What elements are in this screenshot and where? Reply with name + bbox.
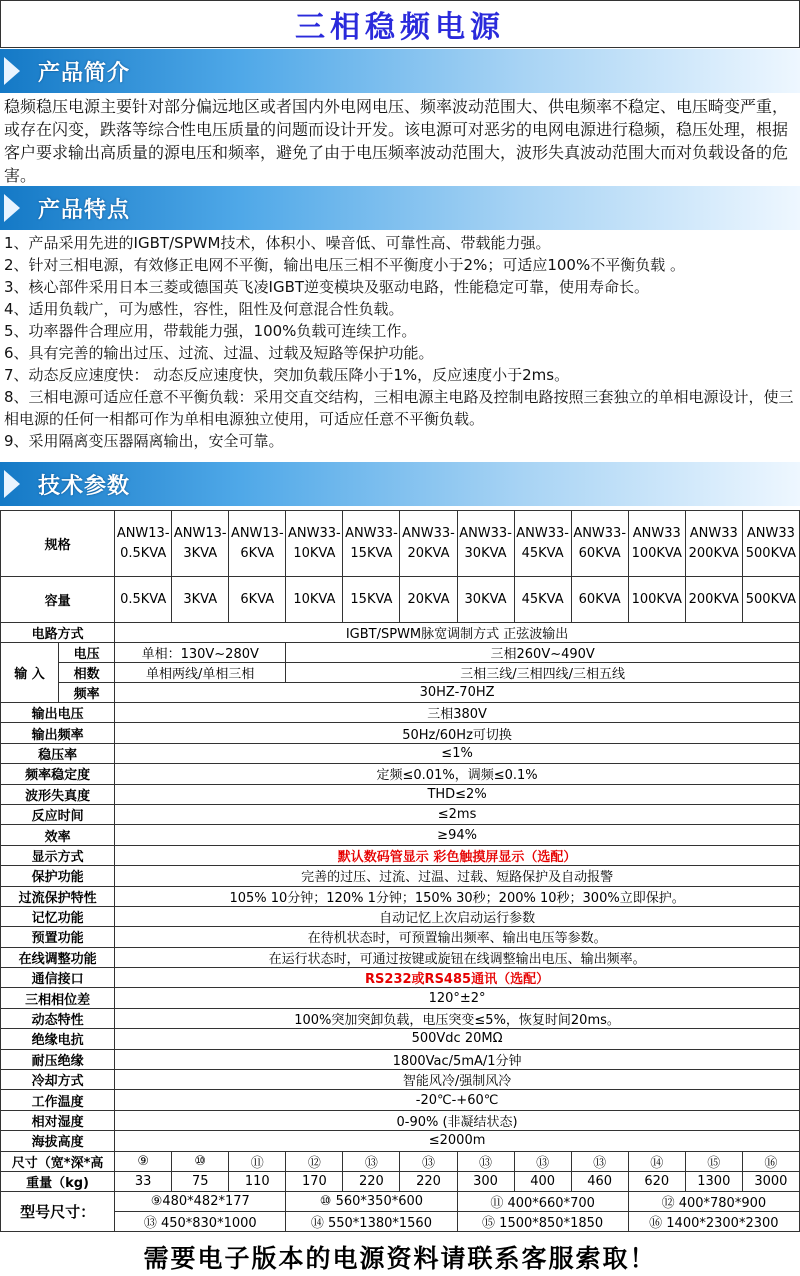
model-size-value: ⑯ 1400*2300*2300: [628, 1211, 799, 1231]
spec-value: ≥94%: [115, 825, 800, 845]
spec-value: ≤1%: [115, 743, 800, 763]
spec-value: 在运行状态时，可通过按键或旋钮在线调整输出电压、输出频率。: [115, 947, 800, 967]
table-row: [1, 1008, 800, 1028]
spec-value: 105% 10分钟；120% 1分钟；150% 30秒；200% 10秒；300%立即保护。: [115, 886, 800, 906]
weight-value: 110: [229, 1171, 286, 1191]
capacity-value: 0.5KVA: [115, 577, 172, 623]
table-row: [1, 577, 800, 623]
capacity-label: 容量: [1, 577, 115, 623]
size-code: ⑮: [685, 1151, 742, 1171]
spec-label: 相数: [59, 663, 115, 683]
capacity-value: 60KVA: [571, 577, 628, 623]
feature-item: 8、三相电源可适应任意不平衡负载：采用交直交结构，三相电源主电路及控制电路按照三套独立的单相电源设计，使三相电源的任何一相都可作为单相电源独立使用，可适应任意不平衡负载。: [4, 388, 794, 428]
spec-label: 反应时间: [1, 804, 115, 824]
weight-value: 300: [457, 1171, 514, 1191]
weight-value: 1300: [685, 1171, 742, 1191]
spec-value: 单相：130V~280V: [115, 643, 286, 663]
spec-value: 500Vdc 20MΩ: [115, 1029, 800, 1049]
spec-label: 稳压率: [1, 743, 115, 763]
feature-item: 6、具有完善的输出过压、过流、过温、过载及短路等保护功能。: [4, 344, 434, 362]
section-banner-specs: [0, 462, 800, 506]
weight-value: 460: [571, 1171, 628, 1191]
spec-value: ≤2ms: [115, 804, 800, 824]
table-row: [1, 845, 800, 865]
model-name: ANW33-20KVA: [400, 511, 457, 577]
spec-value: ≤2000m: [115, 1131, 800, 1151]
table-row: [1, 1070, 800, 1090]
chevron-right-icon: [2, 462, 28, 506]
capacity-value: 100KVA: [628, 577, 685, 623]
table-row: [1, 1029, 800, 1049]
section-banner-features: [0, 186, 800, 230]
weight-value: 400: [514, 1171, 571, 1191]
table-row: [1, 623, 800, 643]
spec-label: 显示方式: [1, 845, 115, 865]
spec-value: 在待机状态时，可预置输出频率、输出电压等参数。: [115, 927, 800, 947]
model-size-value: ⑨480*482*177: [115, 1191, 286, 1211]
table-row: [1, 511, 800, 577]
spec-value: THD≤2%: [115, 784, 800, 804]
spec-label: 工作温度: [1, 1090, 115, 1110]
size-code: ⑩: [172, 1151, 229, 1171]
size-code: ⑨: [115, 1151, 172, 1171]
capacity-value: 10KVA: [286, 577, 343, 623]
spec-value: 100%突加突卸负载，电压突变≤5%，恢复时间20ms。: [115, 1008, 800, 1028]
table-row: [1, 784, 800, 804]
page-title: 三相稳频电源: [295, 10, 505, 45]
spec-label: 相对湿度: [1, 1110, 115, 1130]
table-row: [1, 988, 800, 1008]
feature-list: [4, 232, 798, 452]
weight-label: 重量（kg): [1, 1171, 115, 1191]
spec-value: RS232或RS485通讯（选配）: [115, 968, 800, 988]
model-name: ANW13-6KVA: [229, 511, 286, 577]
size-code: ⑪: [229, 1151, 286, 1171]
footer-notice: 需要电子版本的电源资料请联系客服索取！: [143, 1244, 657, 1273]
table-row: [1, 764, 800, 784]
spec-value: 定频≤0.01%，调频≤0.1%: [115, 764, 800, 784]
capacity-value: 30KVA: [457, 577, 514, 623]
section-title-features: 产品特点: [38, 197, 131, 223]
size-code: ⑬: [343, 1151, 400, 1171]
weight-value: 33: [115, 1171, 172, 1191]
section-title-intro: 产品简介: [38, 60, 131, 86]
size-code: ⑬: [457, 1151, 514, 1171]
spec-table: [0, 510, 800, 1232]
table-row: [1, 947, 800, 967]
capacity-value: 45KVA: [514, 577, 571, 623]
table-row: [1, 1049, 800, 1069]
spec-value: -20℃-+60℃: [115, 1090, 800, 1110]
weight-value: 75: [172, 1171, 229, 1191]
table-row: [1, 927, 800, 947]
size-code: ⑬: [571, 1151, 628, 1171]
model-name: ANW33-15KVA: [343, 511, 400, 577]
feature-item: 7、动态反应速度快： 动态反应速度快，突加负载压降小于1%，反应速度小于2ms。: [4, 366, 570, 384]
spec-label: 效率: [1, 825, 115, 845]
table-row: [1, 703, 800, 723]
capacity-value: 3KVA: [172, 577, 229, 623]
size-code: ⑯: [742, 1151, 799, 1171]
spec-value: 1800Vac/5mA/1分钟: [115, 1049, 800, 1069]
table-row: [1, 663, 800, 683]
model-label: 规格: [1, 511, 115, 577]
spec-value: 120°±2°: [115, 988, 800, 1008]
spec-label: 耐压绝缘: [1, 1049, 115, 1069]
spec-label: 三相相位差: [1, 988, 115, 1008]
spec-label: 输出频率: [1, 723, 115, 743]
spec-label: 记忆功能: [1, 906, 115, 926]
spec-value: 0-90% (非凝结状态): [115, 1110, 800, 1130]
size-code: ⑫: [286, 1151, 343, 1171]
model-size-value: ⑮ 1500*850*1850: [457, 1211, 628, 1231]
spec-label: 电压: [59, 643, 115, 663]
feature-item: 1、产品采用先进的IGBT/SPWM技术，体积小、噪音低、可靠性高、带载能力强。: [4, 234, 551, 252]
model-name: ANW33-45KVA: [514, 511, 571, 577]
capacity-value: 20KVA: [400, 577, 457, 623]
size-label: 尺寸（宽*深*高: [1, 1151, 115, 1171]
table-row: [1, 1211, 800, 1231]
model-name: ANW33-30KVA: [457, 511, 514, 577]
table-row: [1, 906, 800, 926]
model-name: ANW33-10KVA: [286, 511, 343, 577]
model-size-value: ⑫ 400*780*900: [628, 1191, 799, 1211]
spec-label: 海拔高度: [1, 1131, 115, 1151]
model-name: ANW33 500KVA: [742, 511, 799, 577]
table-row: [1, 866, 800, 886]
spec-label: 保护功能: [1, 866, 115, 886]
spec-label: 电路方式: [1, 623, 115, 643]
table-row: [1, 683, 800, 703]
weight-value: 3000: [742, 1171, 799, 1191]
spec-label: 频率稳定度: [1, 764, 115, 784]
spec-value: 自动记忆上次启动运行参数: [115, 906, 800, 926]
model-size-value: ⑩ 560*350*600: [286, 1191, 457, 1211]
table-row: [1, 1151, 800, 1171]
capacity-value: 500KVA: [742, 577, 799, 623]
model-name: ANW13-0.5KVA: [115, 511, 172, 577]
table-row: [1, 1110, 800, 1130]
spec-label: 波形失真度: [1, 784, 115, 804]
title-box: [0, 0, 800, 48]
model-size-label: 型号尺寸：: [1, 1191, 115, 1231]
spec-label: 绝缘电抗: [1, 1029, 115, 1049]
spec-value: 三相380V: [115, 703, 800, 723]
spec-label: 频率: [59, 683, 115, 703]
weight-value: 220: [343, 1171, 400, 1191]
spec-value: 50Hz/60Hz可切换: [115, 723, 800, 743]
feature-item: 4、适用负载广，可为感性，容性，阻性及何意混合性负载。: [4, 300, 404, 318]
spec-label: 预置功能: [1, 927, 115, 947]
size-code: ⑭: [628, 1151, 685, 1171]
capacity-value: 6KVA: [229, 577, 286, 623]
table-row: [1, 643, 800, 663]
spec-value: 三相260V~490V: [286, 643, 800, 663]
spec-value: 单相两线/单相三相: [115, 663, 286, 683]
spec-value: 三相三线/三相四线/三相五线: [286, 663, 800, 683]
model-size-value: ⑪ 400*660*700: [457, 1191, 628, 1211]
spec-value: 智能风冷/强制风冷: [115, 1070, 800, 1090]
model-name: ANW33-60KVA: [571, 511, 628, 577]
model-size-value: ⑬ 450*830*1000: [115, 1211, 286, 1231]
spec-label: 通信接口: [1, 968, 115, 988]
table-row: [1, 723, 800, 743]
spec-value: 完善的过压、过流、过温、过载、短路保护及自动报警: [115, 866, 800, 886]
spec-value: IGBT/SPWM脉宽调制方式 正弦波输出: [115, 623, 800, 643]
table-row: [1, 1131, 800, 1151]
table-row: [1, 1191, 800, 1211]
size-code: ⑬: [400, 1151, 457, 1171]
weight-value: 170: [286, 1171, 343, 1191]
table-row: [1, 886, 800, 906]
table-row: [1, 1171, 800, 1191]
spec-value: 30HZ-70HZ: [115, 683, 800, 703]
table-row: [1, 743, 800, 763]
size-code: ⑬: [514, 1151, 571, 1171]
spec-label: 过流保护特性: [1, 886, 115, 906]
feature-item: 5、功率器件合理应用，带载能力强，100%负载可连续工作。: [4, 322, 417, 340]
spec-label: 在线调整功能: [1, 947, 115, 967]
table-row: [1, 968, 800, 988]
spec-label: 输出电压: [1, 703, 115, 723]
section-banner-intro: [0, 49, 800, 93]
spec-value: 默认数码管显示 彩色触摸屏显示（选配）: [115, 845, 800, 865]
spec-label: 冷却方式: [1, 1070, 115, 1090]
input-label: 输 入: [1, 643, 59, 703]
table-row: [1, 1090, 800, 1110]
section-title-specs: 技术参数: [38, 473, 131, 499]
weight-value: 620: [628, 1171, 685, 1191]
feature-item: 3、核心部件采用日本三菱或德国英飞凌IGBT逆变模块及驱动电路，性能稳定可靠，使用寿命长。: [4, 278, 650, 296]
feature-item: 9、采用隔离变压器隔离输出，安全可靠。: [4, 432, 284, 450]
weight-value: 220: [400, 1171, 457, 1191]
model-name: ANW33 100KVA: [628, 511, 685, 577]
model-size-value: ⑭ 550*1380*1560: [286, 1211, 457, 1231]
table-row: [1, 825, 800, 845]
capacity-value: 15KVA: [343, 577, 400, 623]
chevron-right-icon: [2, 186, 28, 230]
intro-paragraph: 稳频稳压电源主要针对部分偏远地区或者国内外电网电压、频率波动范围大、供电频率不稳定、电压畸变严重，或存在闪变，跌落等综合性电压质量的问题而设计开发。该电源可对恶劣的电网电源进行稳频，稳压处理，根据客户要求输出高质量的源电压和频率，避免了由于电压频率波动范围大，波形失真波动范围大而对负载设备的危害。: [4, 97, 789, 185]
spec-label: 动态特性: [1, 1008, 115, 1028]
table-row: [1, 804, 800, 824]
model-name: ANW33 200KVA: [685, 511, 742, 577]
chevron-right-icon: [2, 49, 28, 93]
capacity-value: 200KVA: [685, 577, 742, 623]
feature-item: 2、针对三相电源，有效修正电网不平衡，输出电压三相不平衡度小于2%；可适应100%不平衡负载 。: [4, 256, 685, 274]
model-name: ANW13-3KVA: [172, 511, 229, 577]
